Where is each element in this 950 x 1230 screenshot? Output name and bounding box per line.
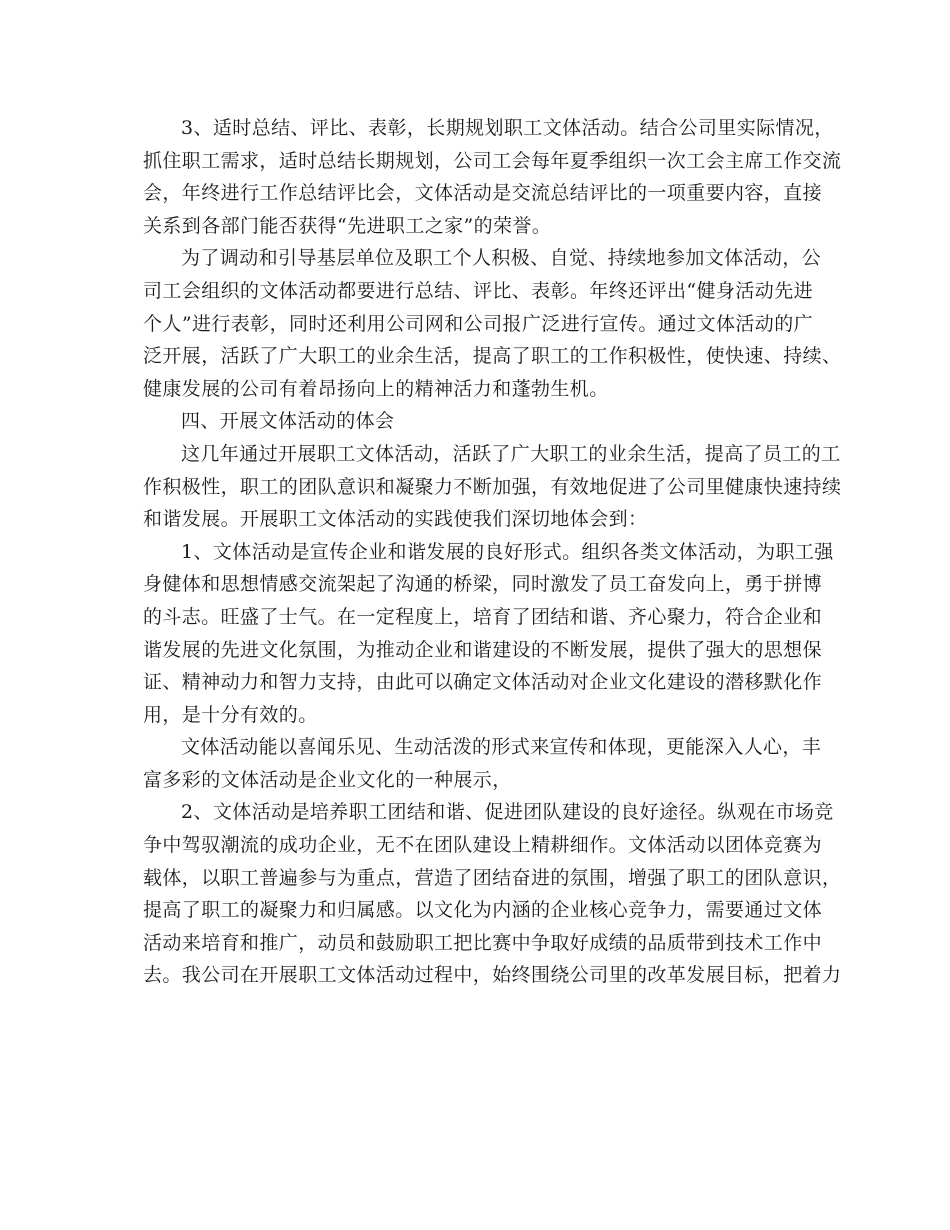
paragraph-line: 身健体和思想情感交流架起了沟通的桥梁，同时激发了员工奋发向上，勇于拼博	[143, 573, 823, 596]
paragraph-line: 抓住职工需求，适时总结长期规划，公司工会每年夏季组织一次工会主席工作交流	[143, 149, 842, 172]
paragraph-line: 和谐发展。开展职工文体活动的实践使我们深切地体会到：	[143, 508, 648, 531]
paragraph-line: 争中驾驭潮流的成功企业，无不在团队建设上精耕细作。文体活动以团体竞赛为	[143, 834, 823, 857]
paragraph-line: 健康发展的公司有着昂扬向上的精神活力和蓬勃生机。	[143, 377, 609, 400]
paragraph-line: 文体活动能以喜闻乐见、生动活泼的形式来宣传和体现，更能深入人心，丰	[181, 736, 822, 759]
paragraph	[143, 731, 822, 796]
paragraph-line: 这几年通过开展职工文体活动，活跃了广大职工的业余生活，提高了员工的工	[181, 442, 841, 465]
paragraph-line: 司工会组织的文体活动都要进行总结、评比、表彰。年终还评出“健身活动先进	[143, 279, 813, 302]
paragraph-line: 四、开展文体活动的体会	[181, 410, 395, 433]
paragraph-line: 用，是十分有效的。	[143, 703, 318, 726]
paragraph-line: 泛开展，活跃了广大职工的业余生活，提高了职工的工作积极性，使快速、持续、	[143, 345, 842, 368]
document-body	[143, 112, 842, 992]
paragraph-line: 2、文体活动是培养职工团结和谐、促进团队建设的良好途径。纵观在市场竞	[181, 801, 834, 824]
paragraph-line: 3、适时总结、评比、表彰，长期规划职工文体活动。结合公司里实际情况，	[181, 117, 834, 139]
paragraph	[143, 112, 842, 242]
paragraph-line: 关系到各部门能否获得“先进职工之家”的荣誉。	[143, 214, 552, 237]
paragraph-line: 富多彩的文体活动是企业文化的一种展示，	[143, 768, 512, 791]
paragraph-line: 载体，以职工普遍参与为重点，营造了团结奋进的氛围，增强了职工的团队意识，	[143, 866, 842, 889]
paragraph-line: 作积极性，职工的团队意识和凝聚力不断加强，有效地促进了公司里健康快速持续	[143, 475, 842, 498]
paragraph-line: 个人”进行表彰，同时还利用公司网和公司报广泛进行宣传。通过文体活动的广	[143, 312, 813, 335]
paragraph-line: 的斗志。旺盛了士气。在一定程度上，培育了团结和谐、齐心聚力，符合企业和	[143, 605, 823, 628]
paragraph	[143, 536, 834, 732]
paragraph-line: 会，年终进行工作总结评比会，文体活动是交流总结评比的一项重要内容，直接	[143, 182, 823, 205]
paragraph	[143, 438, 842, 536]
paragraph-line: 谐发展的先进文化氛围，为推动企业和谐建设的不断发展，提供了强大的思想保	[143, 638, 823, 661]
paragraph-line: 活动来培育和推广，动员和鼓励职工把比赛中争取好成绩的品质带到技术工作中	[143, 931, 823, 954]
paragraph-line: 证、精神动力和智力支持，由此可以确定文体活动对企业文化建设的潜移默化作	[143, 671, 823, 694]
paragraph	[143, 796, 842, 992]
paragraph-line: 为了调动和引导基层单位及职工个人积极、自觉、持续地参加文体活动，公	[181, 247, 822, 270]
paragraph	[143, 405, 813, 438]
paragraph-line: 去。我公司在开展职工文体活动过程中，始终围绕公司里的改革发展目标，把着力	[143, 964, 842, 987]
paragraph-line: 提高了职工的凝聚力和归属感。以文化为内涵的企业核心竞争力，需要通过文体	[143, 899, 823, 922]
paragraph-line: 1、文体活动是宣传企业和谐发展的良好形式。组织各类文体活动，为职工强	[181, 540, 834, 563]
paragraph	[143, 242, 842, 405]
